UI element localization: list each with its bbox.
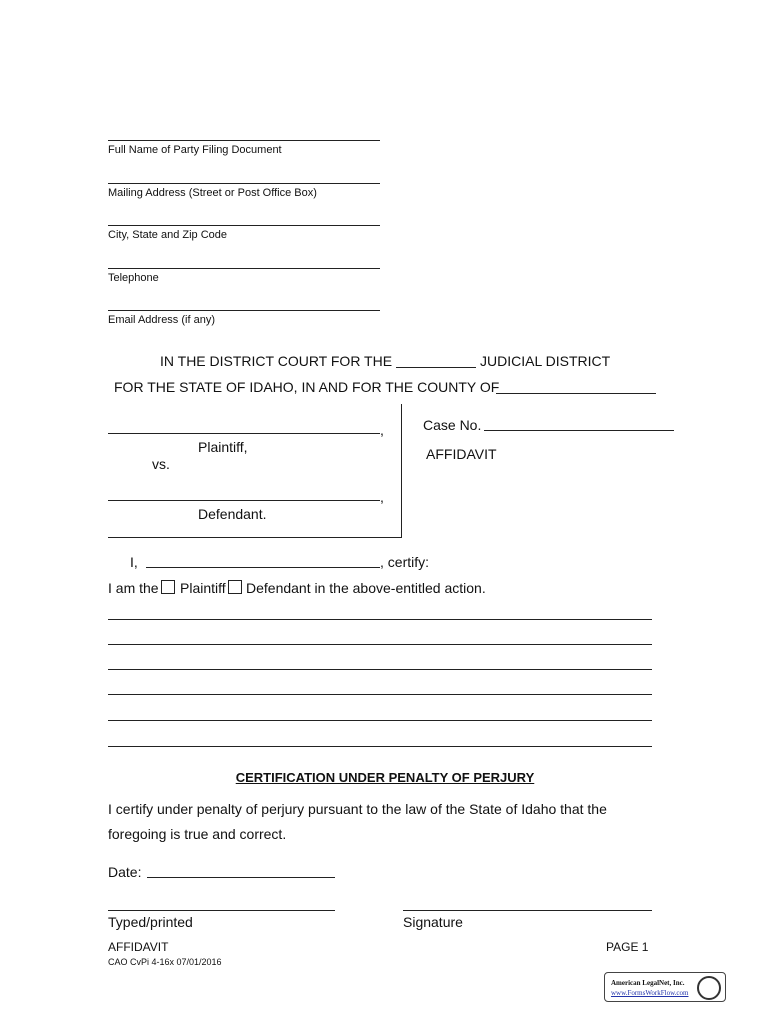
typed-printed-label: Typed/printed <box>108 914 193 930</box>
judicial-district-blank[interactable] <box>396 367 476 368</box>
i-label: I, <box>130 554 138 570</box>
date-label: Date: <box>108 864 142 880</box>
certification-heading: CERTIFICATION UNDER PENALTY OF PERJURY <box>235 770 535 785</box>
court-line1-pre: IN THE DISTRICT COURT FOR THE <box>160 353 393 369</box>
american-legalnet-logo[interactable] <box>604 972 726 1002</box>
page-number: PAGE 1 <box>606 940 649 954</box>
plaintiff-option-label: Plaintiff <box>180 580 226 596</box>
signature-label: Signature <box>403 914 463 930</box>
defendant-label: Defendant. <box>198 506 267 522</box>
certify-label: , certify: <box>380 554 430 570</box>
logo-link[interactable]: www.FormsWorkFlow.com <box>611 989 689 997</box>
defendant-option-label: Defendant in the above-entitled action. <box>246 580 486 596</box>
court-line2: FOR THE STATE OF IDAHO, IN AND FOR THE COUNTY OF <box>114 379 500 395</box>
typed-name-blank[interactable] <box>108 910 335 911</box>
name-field-label: Full Name of Party Filing Document <box>108 144 282 156</box>
case-no-label: Case No. <box>423 417 482 433</box>
vs-label: vs. <box>152 456 170 472</box>
caption-divider <box>401 404 402 538</box>
defendant-name-blank[interactable] <box>108 500 380 501</box>
caption-bottom-rule <box>108 537 402 538</box>
date-blank[interactable] <box>147 877 335 878</box>
form-code: CAO CvPi 4-16x 07/01/2016 <box>108 957 222 967</box>
city-state-zip-label: City, State and Zip Code <box>108 229 228 241</box>
statement-line[interactable] <box>108 746 652 747</box>
court-line1-post: JUDICIAL DISTRICT <box>480 353 611 369</box>
signature-blank[interactable] <box>403 910 652 911</box>
statement-line[interactable] <box>108 669 652 670</box>
logo-line1: American LegalNet, Inc. <box>611 979 685 987</box>
statement-line[interactable] <box>108 720 652 721</box>
emblem-icon <box>697 976 721 1000</box>
i-am-the-label: I am the <box>108 580 159 596</box>
footer-title: AFFIDAVIT <box>108 940 169 954</box>
affiant-name-blank[interactable] <box>146 567 380 568</box>
statement-line[interactable] <box>108 619 652 620</box>
defendant-checkbox[interactable] <box>228 580 242 594</box>
plaintiff-label: Plaintiff, <box>198 439 248 455</box>
email-label: Email Address (if any) <box>108 314 215 326</box>
plaintiff-checkbox[interactable] <box>161 580 175 594</box>
certification-text-2: foregoing is true and correct. <box>108 826 287 842</box>
certification-text-1: I certify under penalty of perjury pursuant to the law of the State of Idaho that the <box>108 801 607 817</box>
telephone-label: Telephone <box>108 272 159 284</box>
county-blank[interactable] <box>496 393 656 394</box>
statement-line[interactable] <box>108 694 652 695</box>
case-no-blank[interactable] <box>484 430 674 431</box>
document-title: AFFIDAVIT <box>426 446 497 462</box>
plaintiff-name-blank[interactable] <box>108 433 380 434</box>
defendant-comma: , <box>380 489 384 505</box>
plaintiff-comma: , <box>380 422 384 438</box>
statement-line[interactable] <box>108 644 652 645</box>
mailing-address-label: Mailing Address (Street or Post Office Box) <box>108 187 317 199</box>
